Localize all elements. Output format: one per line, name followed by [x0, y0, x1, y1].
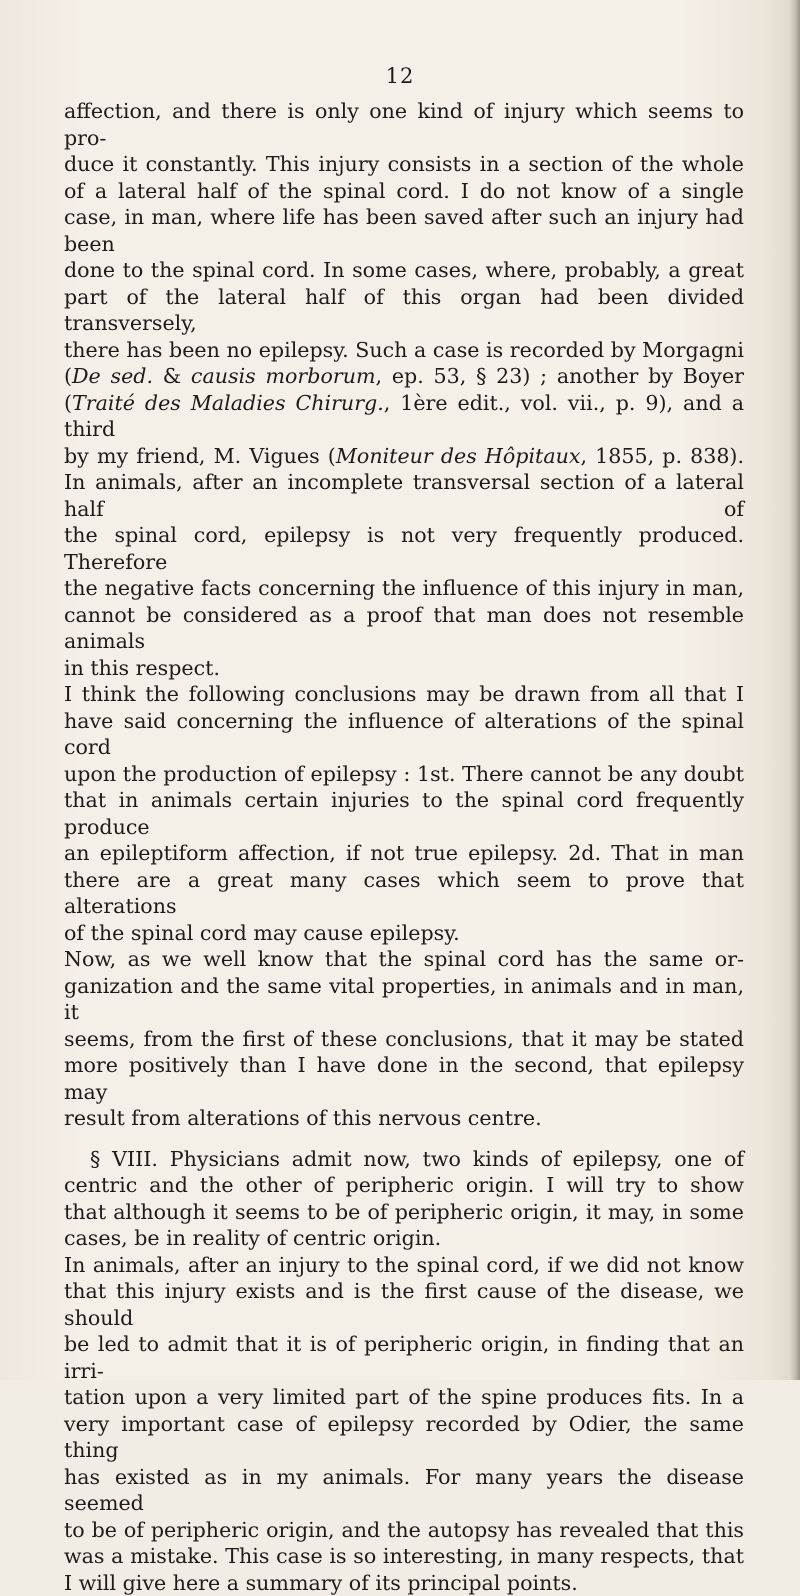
text-line: by my friend, M. Vigues (Moniteur des Hôpitaux, 1855, p. 838). [64, 443, 744, 470]
text-line: cases, be in reality of centric origin. [64, 1225, 744, 1252]
text-line: in this respect. [64, 655, 744, 682]
text-line: result from alterations of this nervous centre. [64, 1105, 744, 1132]
text-line: ganization and the same vital properties, in animals and in man, it [64, 973, 744, 1026]
text-line: very important case of epilepsy recorded by Odier, the same thing [64, 1411, 744, 1464]
text-line: (Traité des Maladies Chirurg., 1ère edit., vol. vii., p. 9), and a third [64, 390, 744, 443]
text-line: that although it seems to be of peripheric origin, it may, in some [64, 1199, 744, 1226]
paragraph [64, 681, 744, 946]
text-line: of the spinal cord may cause epilepsy. [64, 920, 744, 947]
text-line: there are a great many cases which seem to prove that alterations [64, 867, 744, 920]
text-line: cannot be considered as a proof that man does not resemble animals [64, 602, 744, 655]
text-line: case, in man, where life has been saved after such an injury had been [64, 204, 744, 257]
text-line: upon the production of epilepsy : 1st. There cannot be any doubt [64, 761, 744, 788]
text-line: that in animals certain injuries to the spinal cord frequently produce [64, 787, 744, 840]
text-line: done to the spinal cord. In some cases, where, probably, a great [64, 257, 744, 284]
text-line: seems, from the first of these conclusions, that it may be stated [64, 1026, 744, 1053]
paragraph [64, 98, 744, 681]
paragraph [64, 1146, 744, 1252]
text-line: there has been no epilepsy. Such a case is recorded by Morgagni [64, 337, 744, 364]
text-line: I think the following conclusions may be drawn from all that I [64, 681, 744, 708]
text-line: affection, and there is only one kind of injury which seems to pro- [64, 98, 744, 151]
text-line: tation upon a very limited part of the spine produces fits. In a [64, 1384, 744, 1411]
text-line: § VIII. Physicians admit now, two kinds of epilepsy, one of [64, 1146, 744, 1173]
text-line: that this injury exists and is the first cause of the disease, we should [64, 1278, 744, 1331]
text-line: In animals, after an incomplete transversal section of a lateral half of [64, 469, 744, 522]
text-line: to be of peripheric origin, and the autopsy has revealed that this [64, 1517, 744, 1544]
text-line: centric and the other of peripheric origin. I will try to show [64, 1172, 744, 1199]
paragraph [64, 1252, 744, 1596]
text-line: Now, as we well know that the spinal cord has the same or- [64, 946, 744, 973]
text-line: of a lateral half of the spinal cord. I do not know of a single [64, 178, 744, 205]
page-number: 12 [0, 64, 800, 88]
text-line: was a mistake. This case is so interesting, in many respects, that [64, 1543, 744, 1570]
text-line: the spinal cord, epilepsy is not very frequently produced. Therefore [64, 522, 744, 575]
text-line: have said concerning the influence of alterations of the spinal cord [64, 708, 744, 761]
text-line: the negative facts concerning the influence of this injury in man, [64, 575, 744, 602]
text-line: In animals, after an injury to the spinal cord, if we did not know [64, 1252, 744, 1279]
text-line: has existed as in my animals. For many years the disease seemed [64, 1464, 744, 1517]
text-line: an epileptiform affection, if not true epilepsy. 2d. That in man [64, 840, 744, 867]
text-line: (De sed. & causis morborum, ep. 53, § 23) ; another by Boyer [64, 363, 744, 390]
page-edge-shadow [790, 0, 800, 1380]
text-line: duce it constantly. This injury consists in a section of the whole [64, 151, 744, 178]
body-text [64, 98, 744, 1596]
section-gap [64, 1132, 744, 1146]
text-line: part of the lateral half of this organ had been divided transversely, [64, 284, 744, 337]
text-line: I will give here a summary of its principal points. [64, 1570, 744, 1596]
text-line: be led to admit that it is of peripheric origin, in finding that an irri- [64, 1331, 744, 1384]
paragraph [64, 946, 744, 1132]
text-line: more positively than I have done in the second, that epilepsy may [64, 1052, 744, 1105]
